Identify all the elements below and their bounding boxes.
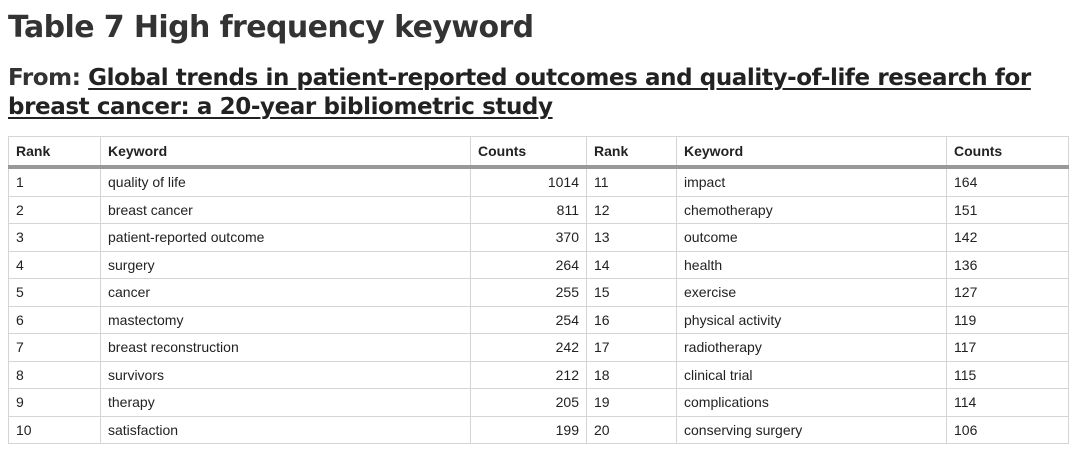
table-row [9,224,1069,252]
article-reference [8,64,1070,122]
table-row [9,361,1069,389]
table-row [9,306,1069,334]
keyword-table [8,136,1069,444]
rank-cell: 11 [587,167,677,196]
count-cell: 164 [947,167,1069,196]
count-cell: 115 [947,361,1069,389]
keyword-cell: complications [677,389,947,417]
rank-cell: 17 [587,334,677,362]
rank-cell: 15 [587,279,677,307]
count-cell: 114 [947,389,1069,417]
rank-cell: 12 [587,196,677,224]
table-row [9,196,1069,224]
keyword-cell: satisfaction [101,416,471,444]
from-label: From: [8,65,89,91]
keyword-cell: mastectomy [101,306,471,334]
count-cell: 151 [947,196,1069,224]
count-cell: 199 [471,416,587,444]
keyword-cell: chemotherapy [677,196,947,224]
column-header-rank: Rank [9,137,101,168]
count-cell: 811 [471,196,587,224]
keyword-cell: patient-reported outcome [101,224,471,252]
column-header-keyword: Keyword [101,137,471,168]
rank-cell: 16 [587,306,677,334]
column-header-counts: Counts [471,137,587,168]
keyword-cell: cancer [101,279,471,307]
count-cell: 142 [947,224,1069,252]
count-cell: 205 [471,389,587,417]
keyword-cell: physical activity [677,306,947,334]
column-header-keyword: Keyword [677,137,947,168]
keyword-cell: exercise [677,279,947,307]
count-cell: 1014 [471,167,587,196]
article-link[interactable]: Global trends in patient-reported outcomes and quality-of-life research for breast cancer: a 20-year bibliometric study [8,65,1031,120]
table-row [9,334,1069,362]
rank-cell: 13 [587,224,677,252]
keyword-cell: health [677,251,947,279]
keyword-cell: outcome [677,224,947,252]
table-header-row [9,137,1069,168]
rank-cell: 18 [587,361,677,389]
keyword-cell: survivors [101,361,471,389]
count-cell: 127 [947,279,1069,307]
page-title: Table 7 High frequency keyword [8,10,534,45]
count-cell: 212 [471,361,587,389]
rank-cell: 9 [9,389,101,417]
rank-cell: 4 [9,251,101,279]
keyword-cell: breast cancer [101,196,471,224]
rank-cell: 2 [9,196,101,224]
column-header-rank: Rank [587,137,677,168]
column-header-counts: Counts [947,137,1069,168]
rank-cell: 14 [587,251,677,279]
table-row [9,167,1069,196]
count-cell: 254 [471,306,587,334]
rank-cell: 1 [9,167,101,196]
keyword-cell: impact [677,167,947,196]
rank-cell: 5 [9,279,101,307]
keyword-table-container [8,136,1068,444]
rank-cell: 6 [9,306,101,334]
keyword-cell: quality of life [101,167,471,196]
table-body [9,167,1069,444]
table-row [9,416,1069,444]
keyword-cell: radiotherapy [677,334,947,362]
table-row [9,279,1069,307]
table-row [9,251,1069,279]
keyword-cell: therapy [101,389,471,417]
rank-cell: 19 [587,389,677,417]
rank-cell: 8 [9,361,101,389]
rank-cell: 10 [9,416,101,444]
rank-cell: 3 [9,224,101,252]
rank-cell: 7 [9,334,101,362]
count-cell: 119 [947,306,1069,334]
count-cell: 106 [947,416,1069,444]
count-cell: 370 [471,224,587,252]
keyword-cell: breast reconstruction [101,334,471,362]
rank-cell: 20 [587,416,677,444]
keyword-cell: conserving surgery [677,416,947,444]
count-cell: 255 [471,279,587,307]
count-cell: 264 [471,251,587,279]
count-cell: 242 [471,334,587,362]
table-row [9,389,1069,417]
keyword-cell: surgery [101,251,471,279]
keyword-cell: clinical trial [677,361,947,389]
count-cell: 136 [947,251,1069,279]
count-cell: 117 [947,334,1069,362]
